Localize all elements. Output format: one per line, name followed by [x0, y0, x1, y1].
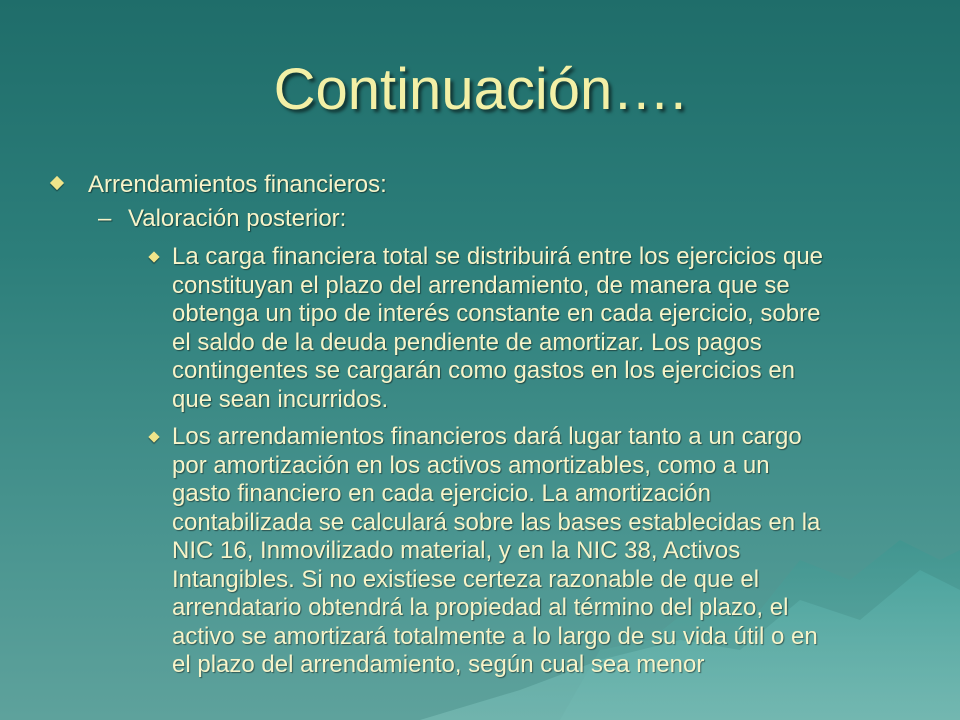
diamond-bullet-icon — [50, 176, 64, 190]
bullet-arrendamientos — [52, 170, 912, 199]
paragraph-line: constituyan el plazo del arrendamiento, de manera que se — [172, 271, 790, 299]
diamond-bullet-icon — [148, 251, 159, 262]
subbullet-text: Valoración posterior: — [128, 205, 347, 232]
subbullet-valoracion — [98, 204, 346, 233]
paragraph-line: el plazo del arrendamiento, según cual sea menor — [172, 651, 705, 678]
slide-title: Continuación…. — [273, 57, 687, 122]
paragraph-line: el saldo de la deuda pendiente de amortizar. Los pagos — [172, 328, 762, 356]
paragraph-line: que sean incurridos. — [172, 385, 389, 413]
paragraph-carga-financiera — [150, 243, 910, 414]
paragraph-line: contingentes se cargarán como gastos en los ejercicios en — [172, 357, 796, 384]
paragraph-line: contabilizada se calculará sobre las bases establecidas en la — [172, 508, 821, 536]
diamond-bullet-icon — [148, 431, 159, 442]
dash-marker: – — [98, 205, 112, 232]
paragraph-line: La carga financiera total se distribuirá entre los ejercicios que — [172, 243, 824, 270]
paragraph-line: por amortización en los activos amortizables, como a un — [172, 451, 770, 479]
paragraph-line: obtenga un tipo de interés constante en cada ejercicio, sobre — [172, 300, 821, 327]
paragraph-amortizacion — [150, 423, 910, 680]
paragraph-line: arrendatario obtendrá la propiedad al término del plazo, el — [172, 594, 789, 621]
paragraph-line: NIC 16, Inmovilizado material, y en la NIC 38, Activos — [172, 537, 741, 564]
bullet-text: Arrendamientos financieros: — [88, 171, 387, 198]
paragraph-line: Intangibles. Si no existiese certeza razonable de que el — [172, 565, 760, 593]
paragraph-line: gasto financiero en cada ejercicio. La amortización — [172, 480, 711, 507]
paragraph-line: activo se amortizará totalmente a lo largo de su vida útil o en — [172, 622, 818, 650]
paragraph-line: Los arrendamientos financieros dará lugar tanto a un cargo — [172, 423, 802, 450]
